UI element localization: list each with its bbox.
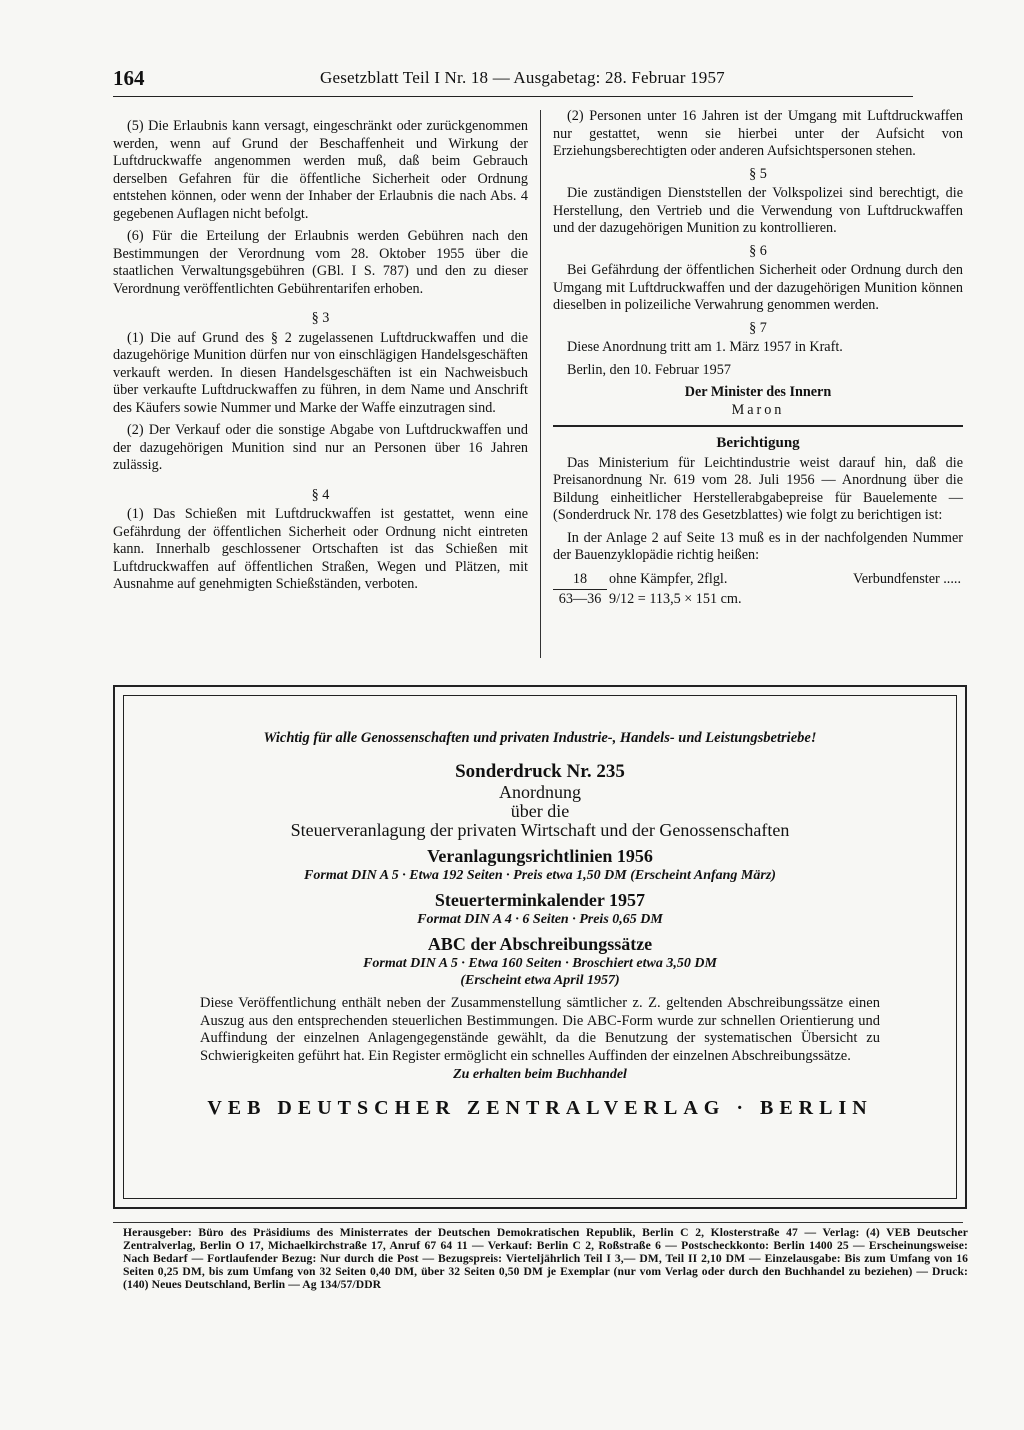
table-cell: 9/12 = 113,5 × 151 cm.	[609, 590, 742, 607]
ad-item-format: Format DIN A 5 · Etwa 192 Seiten · Preis etwa 1,50 DM (Erscheint Anfang März)	[304, 868, 776, 883]
ad-intro: Wichtig für alle Genossenschaften und privaten Industrie-, Handels- und Leistungsbetriebe!	[263, 730, 817, 746]
correction-paragraph-2: In der Anlage 2 auf Seite 13 muß es in der nachfolgenden Nummer der Bauenzyklopädie richtig heißen:	[553, 529, 963, 563]
ad-item-format: Format DIN A 4 · 6 Seiten · Preis 0,65 DM	[417, 912, 663, 927]
section-5-paragraph: Die zuständigen Dienststellen der Volkspolizei sind berechtigt, die Herstellung, den Vertrieb und die Verwendung von Luftdruckwaffen und der dazugehörigen Munition zu kontrollieren.	[553, 185, 963, 236]
correction-table	[553, 570, 963, 610]
ad-description: Diese Veröffentlichung enthält neben der Zusammenstellung sämtlicher z. Z. geltenden Abschreibungssätze einen Auszug aus den entsprechenden steuerlichen Bestimmungen. Die ABC-Form wurde zur schnellen Orientierung und Auffindung der einzelnen Anlagengegenstände gewählt, da die Benutzung der systematischen Übersicht zu Schwierigkeiten geführt hat. Ein Register ermöglicht ein schnelles Auffinden der einzelnen Abschreibungssätze.	[200, 995, 880, 1064]
advertisement-inner-frame	[123, 695, 957, 1199]
section-6-paragraph: Bei Gefährdung der öffentlichen Sicherheit oder Ordnung durch den Umgang mit Luftdruckwaffen und der dazugehörigen Munition können dieselben in polizeiliche Verwahrung genommen werden.	[553, 262, 963, 313]
section-6-heading: § 6	[749, 242, 767, 259]
table-row	[553, 570, 963, 590]
page-title: Gesetzblatt Teil I Nr. 18 — Ausgabetag: 28. Februar 1957	[320, 68, 725, 87]
ad-sonderdruck-line: über die	[510, 801, 570, 821]
section-3-paragraph-1: (1) Die auf Grund des § 2 zugelassenen Luftdruckwaffen und die dazugehörige Munition dürfen nur von einschlägigen Handelsgeschäften verkauft werden. In diesen Handelsgeschäften ist ein Nachweisbuch über verkaufte Luftdruckwaffen zu führen, in dem Name und Anschrift des Käufers sowie Nummer und Marke der Waffe einzutragen sind.	[113, 329, 528, 416]
left-column	[113, 118, 528, 599]
table-cell: ohne Kämpfer, 2flgl.	[609, 570, 728, 587]
ad-sonderdruck-line: Steuerveranlagung der privaten Wirtschaft und der Genossenschaften	[290, 820, 790, 840]
footer-rule	[113, 1222, 963, 1223]
ad-item-title: Veranlagungsrichtlinien 1956	[427, 846, 653, 866]
paragraph-6: (6) Für die Erteilung der Erlaubnis werden Gebühren nach den Bestimmungen der Verordnung vom 28. Oktober 1955 über die staatlichen Verwaltungsgebühren (GBl. I S. 787) und den zu dieser Verordnung veröffentlichten Gebührentarifen erhoben.	[113, 228, 528, 297]
ad-item-note: (Erscheint etwa April 1957)	[460, 973, 620, 988]
minister-title: Der Minister des Innern	[684, 384, 832, 400]
ad-publisher: VEB DEUTSCHER ZENTRALVERLAG · BERLIN	[207, 1097, 873, 1119]
ad-item-format: Format DIN A 5 · Etwa 160 Seiten · Broschiert etwa 3,50 DM	[363, 956, 717, 971]
imprint: Herausgeber: Büro des Präsidiums des Ministerrates der Deutschen Demokratischen Republik, Berlin C 2, Klosterstraße 47 — Verlag: (4) VEB Deutscher Zentralverlag, Berlin O 17, Michaelkirchstraße 17, Anruf 67 64 11 — Verkauf: Berlin C 2, Roßstraße 6 — Postscheckkonto: Berlin 1400 25 — Erscheinungsweise: Nach Bedarf — Fortlaufender Bezug: Nur durch die Post — Bezugspreis: Vierteljährlich Teil I 3,— DM, Teil II 2,10 DM — Einzelausgabe: Bis zum Umfang von 16 Seiten 0,25 DM, bis zum Umfang von 32 Seiten 0,40 DM, über 32 Seiten 0,50 DM je Exemplar (nur vom Verlag oder durch den Buchhandel zu beziehen) — Druck: (140) Neues Deutschland, Berlin — Ag 134/57/DDR	[123, 1226, 968, 1291]
correction-heading: Berichtigung	[716, 435, 800, 451]
table-row	[553, 590, 963, 610]
section-4-heading: § 4	[311, 486, 330, 503]
minister-name: Maron	[731, 401, 785, 418]
correction-paragraph-1: Das Ministerium für Leichtindustrie weist darauf hin, daß die Preisanordnung Nr. 619 vom 28. Juli 1956 — Anordnung über die Bildung einheitlicher Herstellerabgabepreise für Bauelemente — (Sonderdruck Nr. 178 des Gesetzblattes) wie folgt zu berichtigen ist:	[553, 454, 963, 523]
column-divider	[540, 110, 541, 658]
section-3-heading: § 3	[311, 310, 330, 326]
section-4-paragraph-2: (2) Personen unter 16 Jahren ist der Umgang mit Luftdruckwaffen nur gestattet, wenn sie hierbei unter der Aufsicht von Erziehungsberechtigten oder anderen Aufsichtspersonen stehen.	[553, 108, 963, 159]
paragraph-5: (5) Die Erlaubnis kann versagt, eingeschränkt oder zurückgenommen werden, wenn auf Grund der Beschaffenheit und Wirkung der Luftdruckwaffe angenommen werden muß, daß beim Gebrauch derselben Gefahren für die öffentliche Sicherheit oder Ordnung entstehen können, oder wenn der Inhaber der Erlaubnis die nach Abs. 4 gegebenen Auflagen nicht befolgt.	[113, 118, 528, 222]
ad-sale-note: Zu erhalten beim Buchhandel	[453, 1067, 627, 1082]
page-number: 164	[113, 66, 145, 90]
table-cell: 63—36	[558, 591, 602, 607]
page-header	[113, 66, 913, 92]
ad-item-title: Steuerterminkalender 1957	[434, 890, 646, 910]
section-3-paragraph-2: (2) Der Verkauf oder die sonstige Abgabe von Luftdruckwaffen und der dazugehörigen Munition sind nur an Personen über 16 Jahren zulässig.	[113, 422, 528, 473]
section-4-paragraph-1: (1) Das Schießen mit Luftdruckwaffen ist gestattet, wenn eine Gefährdung der öffentlichen Sicherheit oder Ordnung nicht eintreten kann. Innerhalb geschlossener Ortschaften ist das Schießen mit Luftdruckwaffen auf öffentlichen Straßen, Wegen und Plätzen, mit Ausnahme auf genehmigten Schießständen, verboten.	[113, 506, 528, 592]
ad-sonderdruck-title: Sonderdruck Nr. 235	[455, 761, 625, 782]
table-cell	[803, 590, 963, 610]
advertisement-box	[113, 685, 967, 1209]
table-cell: Verbundfenster .....	[853, 570, 961, 587]
ad-item-title: ABC der Abschreibungssätze	[427, 934, 653, 954]
ad-sonderdruck-line: Anordnung	[499, 782, 581, 802]
table-cell: 18	[553, 570, 607, 590]
right-column	[553, 108, 963, 610]
section-5-heading: § 5	[749, 165, 767, 182]
section-7-heading: § 7	[749, 319, 767, 336]
section-7-paragraph: Diese Anordnung tritt am 1. März 1957 in Kraft.	[567, 339, 843, 355]
section-separator	[553, 425, 963, 427]
header-rule	[113, 96, 913, 97]
signing-date: Berlin, den 10. Februar 1957	[567, 361, 731, 378]
